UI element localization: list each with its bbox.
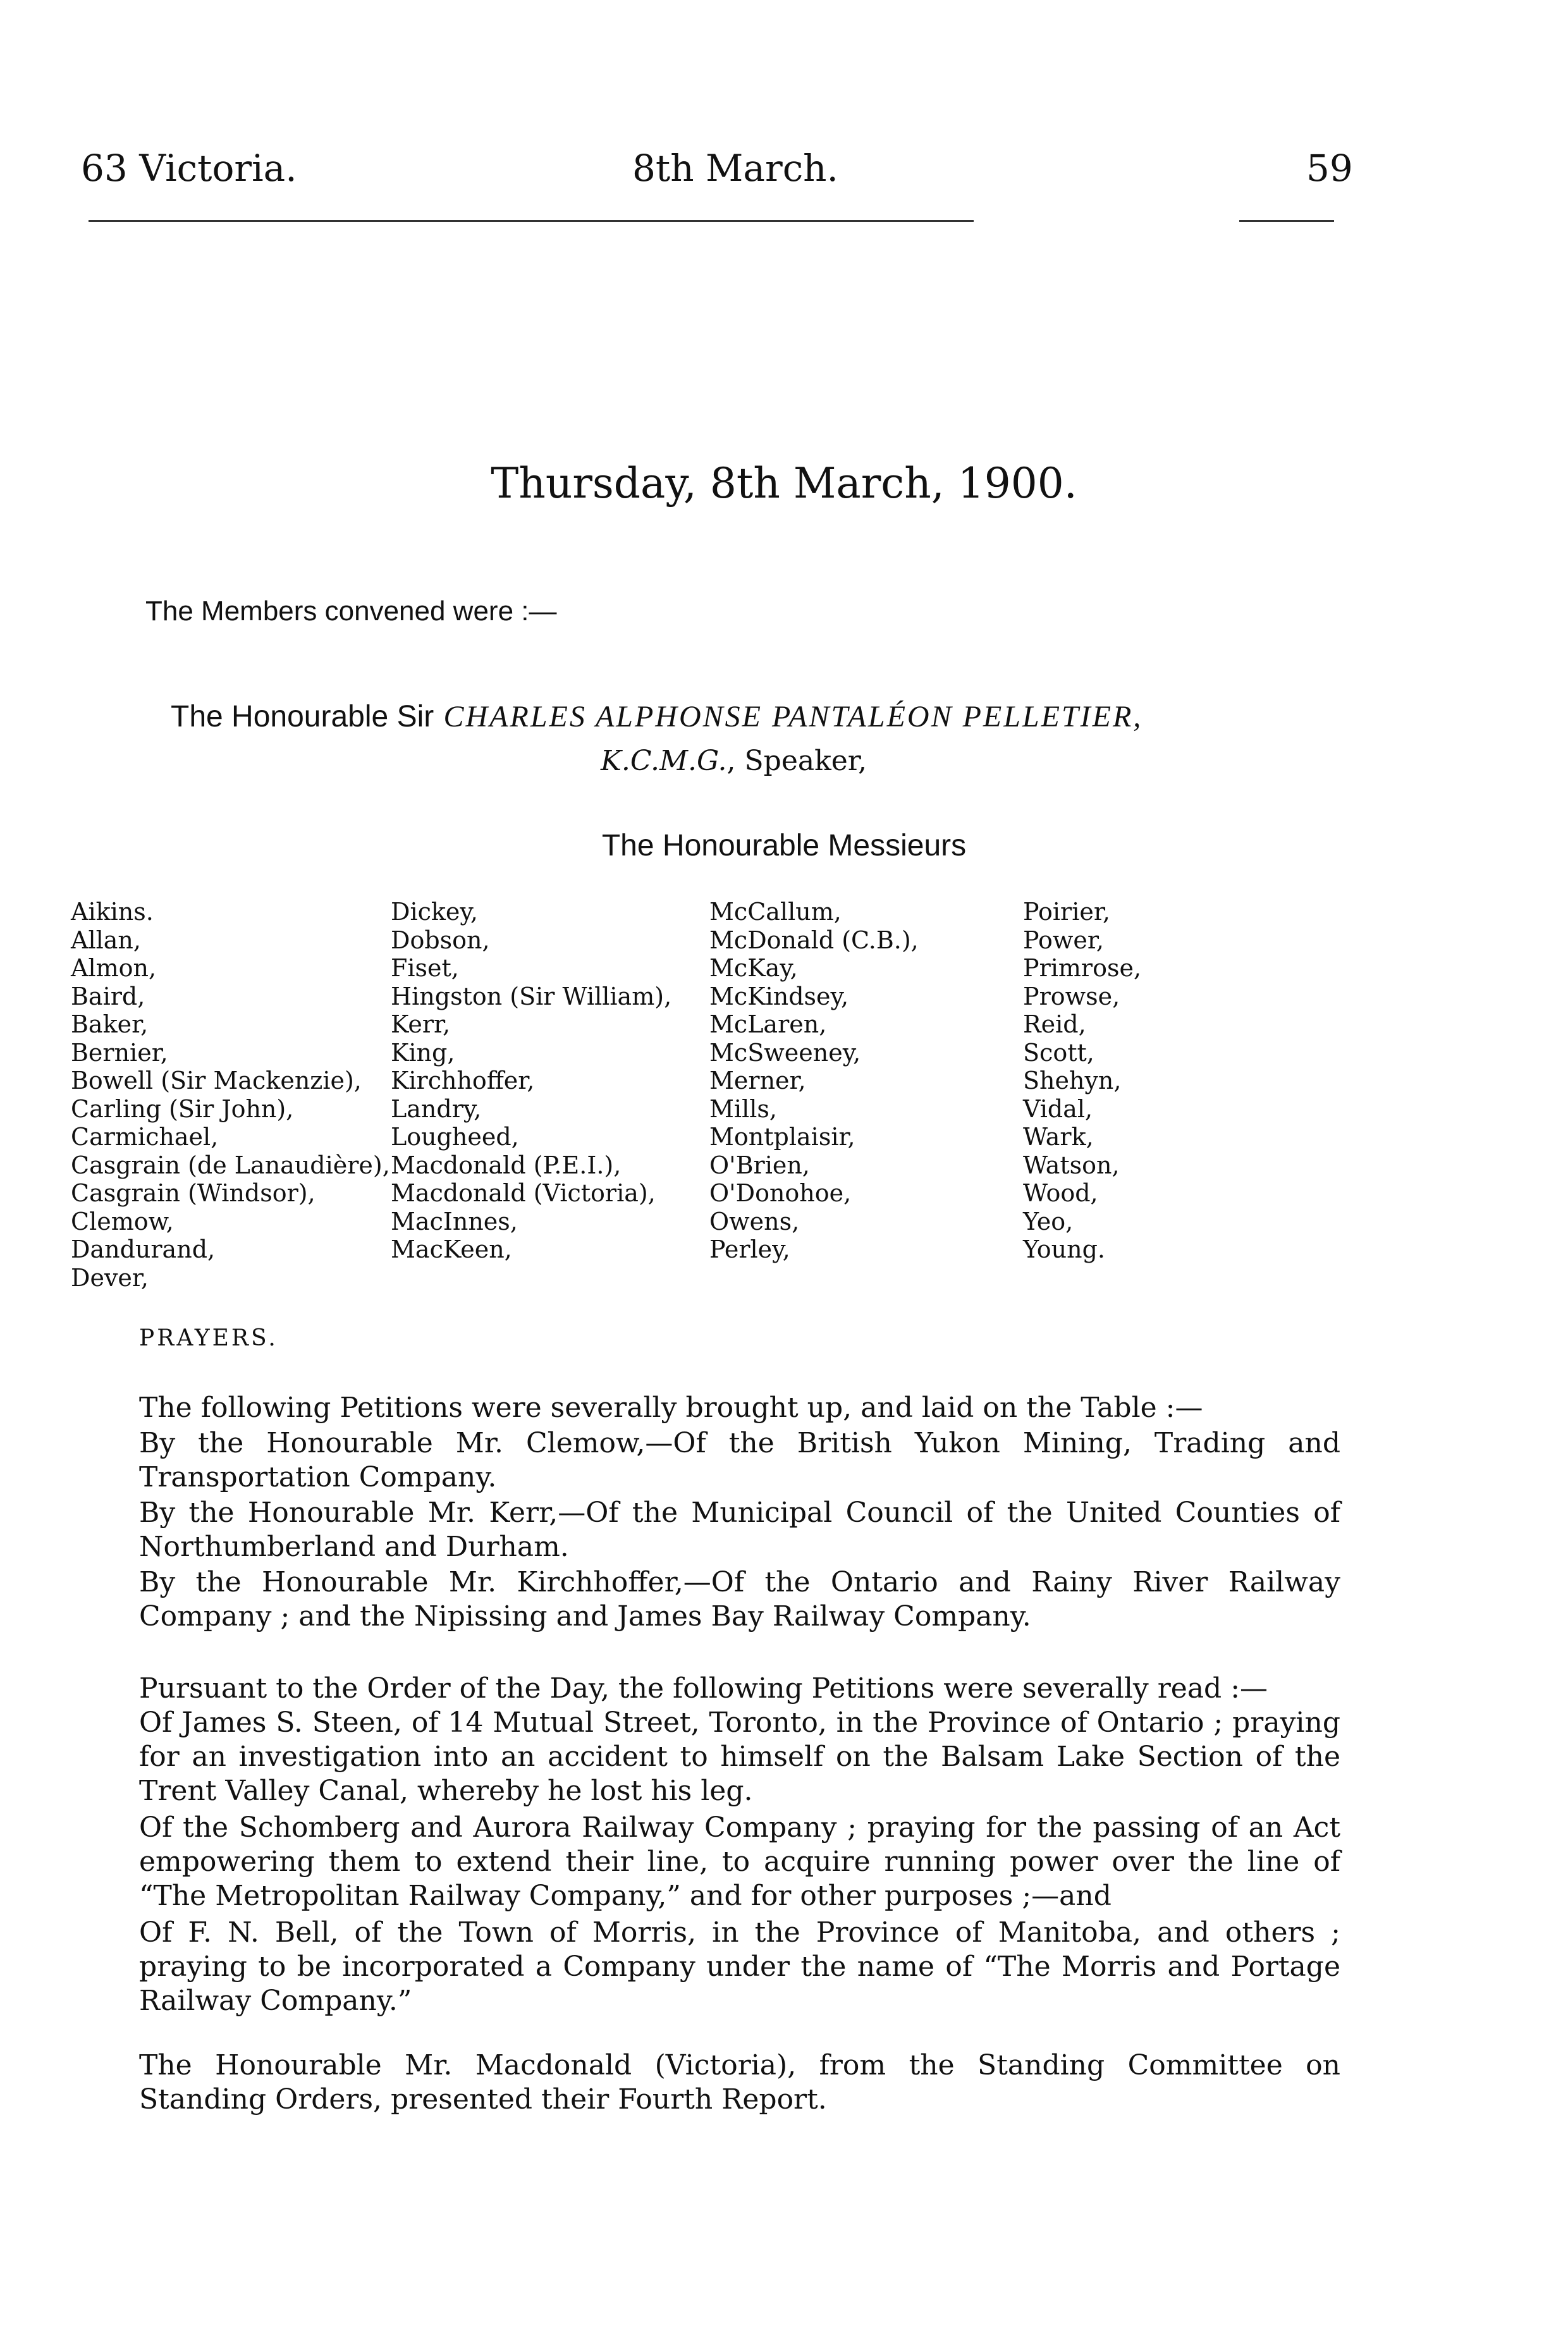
petitions-intro-text: The following Petitions were severally brought up, and laid on the Table :— bbox=[139, 1392, 1203, 1424]
petition-presented-text: By the Honourable Mr. Kerr,—Of the Municipal Council of the United Counties of Northumberland and Durham. bbox=[139, 1497, 1340, 1563]
order-of-day-text: Pursuant to the Order of the Day, the following Petitions were severally read :— bbox=[139, 1672, 1268, 1705]
member-name: McLaren, bbox=[709, 1010, 827, 1038]
member-name: Landry, bbox=[391, 1094, 482, 1123]
speaker-prefix: The Honourable Sir bbox=[171, 700, 434, 733]
member-name: Baird, bbox=[71, 982, 145, 1010]
member-name: O'Donohoe, bbox=[709, 1179, 852, 1207]
speaker-honours: K.C.M.G. bbox=[601, 745, 727, 777]
member-name: Carmichael, bbox=[71, 1123, 219, 1151]
member-name: Perley, bbox=[709, 1235, 790, 1263]
speaker-name: CHARLES ALPHONSE PANTALÉON PELLETIER, bbox=[443, 700, 1143, 733]
member-name: King, bbox=[391, 1038, 455, 1067]
member-name: Montplaisir, bbox=[709, 1123, 855, 1151]
header-rule bbox=[89, 220, 974, 222]
member-name: Casgrain (Windsor), bbox=[71, 1179, 315, 1207]
petition-read bbox=[70, 1916, 1340, 2018]
member-name: Yeo, bbox=[1023, 1207, 1074, 1235]
speaker-role: , Speaker, bbox=[726, 745, 867, 777]
members-column-2 bbox=[391, 898, 671, 1264]
members-convened-heading: The Members convened were :— bbox=[145, 596, 557, 627]
petition-presented bbox=[70, 1426, 1340, 1495]
member-name: MacInnes, bbox=[391, 1207, 518, 1235]
petition-presented-text: By the Honourable Mr. Kirchhoffer,—Of the Ontario and Rainy River Railway Company ; and the Nipissing and James Bay Railway Company. bbox=[139, 1566, 1340, 1633]
member-name: Bernier, bbox=[71, 1038, 168, 1067]
prayers-heading: PRAYERS. bbox=[139, 1325, 278, 1351]
petition-read-text: Of F. N. Bell, of the Town of Morris, in the Province of Manitoba, and others ; praying to be incorporated a Company under the name of “The Morris and Portage Railway Company.” bbox=[139, 1916, 1340, 2017]
member-name: Merner, bbox=[709, 1067, 806, 1094]
member-name: Dandurand, bbox=[71, 1235, 216, 1263]
member-name: Wark, bbox=[1023, 1123, 1094, 1151]
member-name: Fiset, bbox=[391, 954, 459, 982]
member-name: Casgrain (de Lanaudière), bbox=[71, 1151, 390, 1179]
member-name: Dobson, bbox=[391, 926, 490, 954]
member-name: Shehyn, bbox=[1023, 1067, 1122, 1094]
member-name: Almon, bbox=[71, 954, 157, 982]
member-name: Power, bbox=[1023, 926, 1104, 954]
member-name: McSweeney, bbox=[709, 1038, 861, 1067]
header-session: 63 Victoria. bbox=[81, 147, 297, 190]
speaker-line bbox=[171, 699, 1142, 734]
member-name: Young. bbox=[1023, 1235, 1106, 1263]
member-name: Macdonald (P.E.I.), bbox=[391, 1151, 622, 1179]
member-name: Bowell (Sir Mackenzie), bbox=[71, 1067, 362, 1094]
petition-read-text: Of the Schomberg and Aurora Railway Company ; praying for the passing of an Act empowering them to extend their line, to acquire running power over the line of “The Metropolitan Railway Company,” and for other purposes ;—and bbox=[139, 1811, 1340, 1912]
member-name: Carling (Sir John), bbox=[71, 1094, 294, 1123]
page-title: Thursday, 8th March, 1900. bbox=[491, 459, 1077, 508]
member-name: Lougheed, bbox=[391, 1123, 519, 1151]
member-name: Scott, bbox=[1023, 1038, 1094, 1067]
committee-report bbox=[70, 2049, 1340, 2117]
member-name: Hingston (Sir William), bbox=[391, 982, 672, 1010]
petitions-intro bbox=[70, 1391, 1340, 1425]
member-name: Macdonald (Victoria), bbox=[391, 1179, 656, 1207]
member-name: Primrose, bbox=[1023, 954, 1142, 982]
header-rule-right bbox=[1239, 220, 1334, 222]
petition-read bbox=[70, 1706, 1340, 1808]
member-name: Owens, bbox=[709, 1207, 800, 1235]
member-name: Clemow, bbox=[71, 1207, 174, 1235]
member-name: Aikins. bbox=[71, 898, 154, 926]
messieurs-heading: The Honourable Messieurs bbox=[601, 829, 967, 862]
members-column-1 bbox=[71, 898, 390, 1292]
member-name: Vidal, bbox=[1023, 1094, 1093, 1123]
member-name: Reid, bbox=[1023, 1010, 1086, 1038]
speaker-title bbox=[601, 745, 867, 777]
member-name: Dickey, bbox=[391, 898, 478, 926]
petition-presented bbox=[70, 1565, 1340, 1634]
member-name: McKindsey, bbox=[709, 982, 849, 1010]
header-date: 8th March. bbox=[632, 147, 838, 190]
header-page-number: 59 bbox=[1306, 147, 1353, 190]
member-name: McDonald (C.B.), bbox=[709, 926, 919, 954]
committee-report-text: The Honourable Mr. Macdonald (Victoria), from the Standing Committee on Standing Orders, presented their Fourth Report. bbox=[139, 2049, 1340, 2116]
member-name: Poirier, bbox=[1023, 898, 1110, 926]
member-name: Prowse, bbox=[1023, 982, 1120, 1010]
members-column-3 bbox=[709, 898, 919, 1264]
member-name: McCallum, bbox=[709, 898, 842, 926]
member-name: Mills, bbox=[709, 1094, 777, 1123]
member-name: O'Brien, bbox=[709, 1151, 810, 1179]
order-of-day-intro bbox=[70, 1672, 1340, 1706]
petition-read bbox=[70, 1811, 1340, 1913]
member-name: Baker, bbox=[71, 1010, 149, 1038]
petition-read-text: Of James S. Steen, of 14 Mutual Street, Toronto, in the Province of Ontario ; praying for an investigation into an accident to himself on the Balsam Lake Section of the Trent Valley Canal, whereby he lost his leg. bbox=[139, 1706, 1340, 1807]
members-column-4 bbox=[1023, 898, 1141, 1264]
member-name: Watson, bbox=[1023, 1151, 1120, 1179]
member-name: Allan, bbox=[71, 926, 141, 954]
member-name: Kerr, bbox=[391, 1010, 451, 1038]
member-name: Wood, bbox=[1023, 1179, 1098, 1207]
member-name: MacKeen, bbox=[391, 1235, 512, 1263]
petition-presented-text: By the Honourable Mr. Clemow,—Of the British Yukon Mining, Trading and Transportation Company. bbox=[139, 1427, 1340, 1493]
member-name: McKay, bbox=[709, 954, 798, 982]
member-name: Kirchhoffer, bbox=[391, 1067, 535, 1094]
member-name: Dever, bbox=[71, 1263, 149, 1292]
petition-presented bbox=[70, 1496, 1340, 1564]
